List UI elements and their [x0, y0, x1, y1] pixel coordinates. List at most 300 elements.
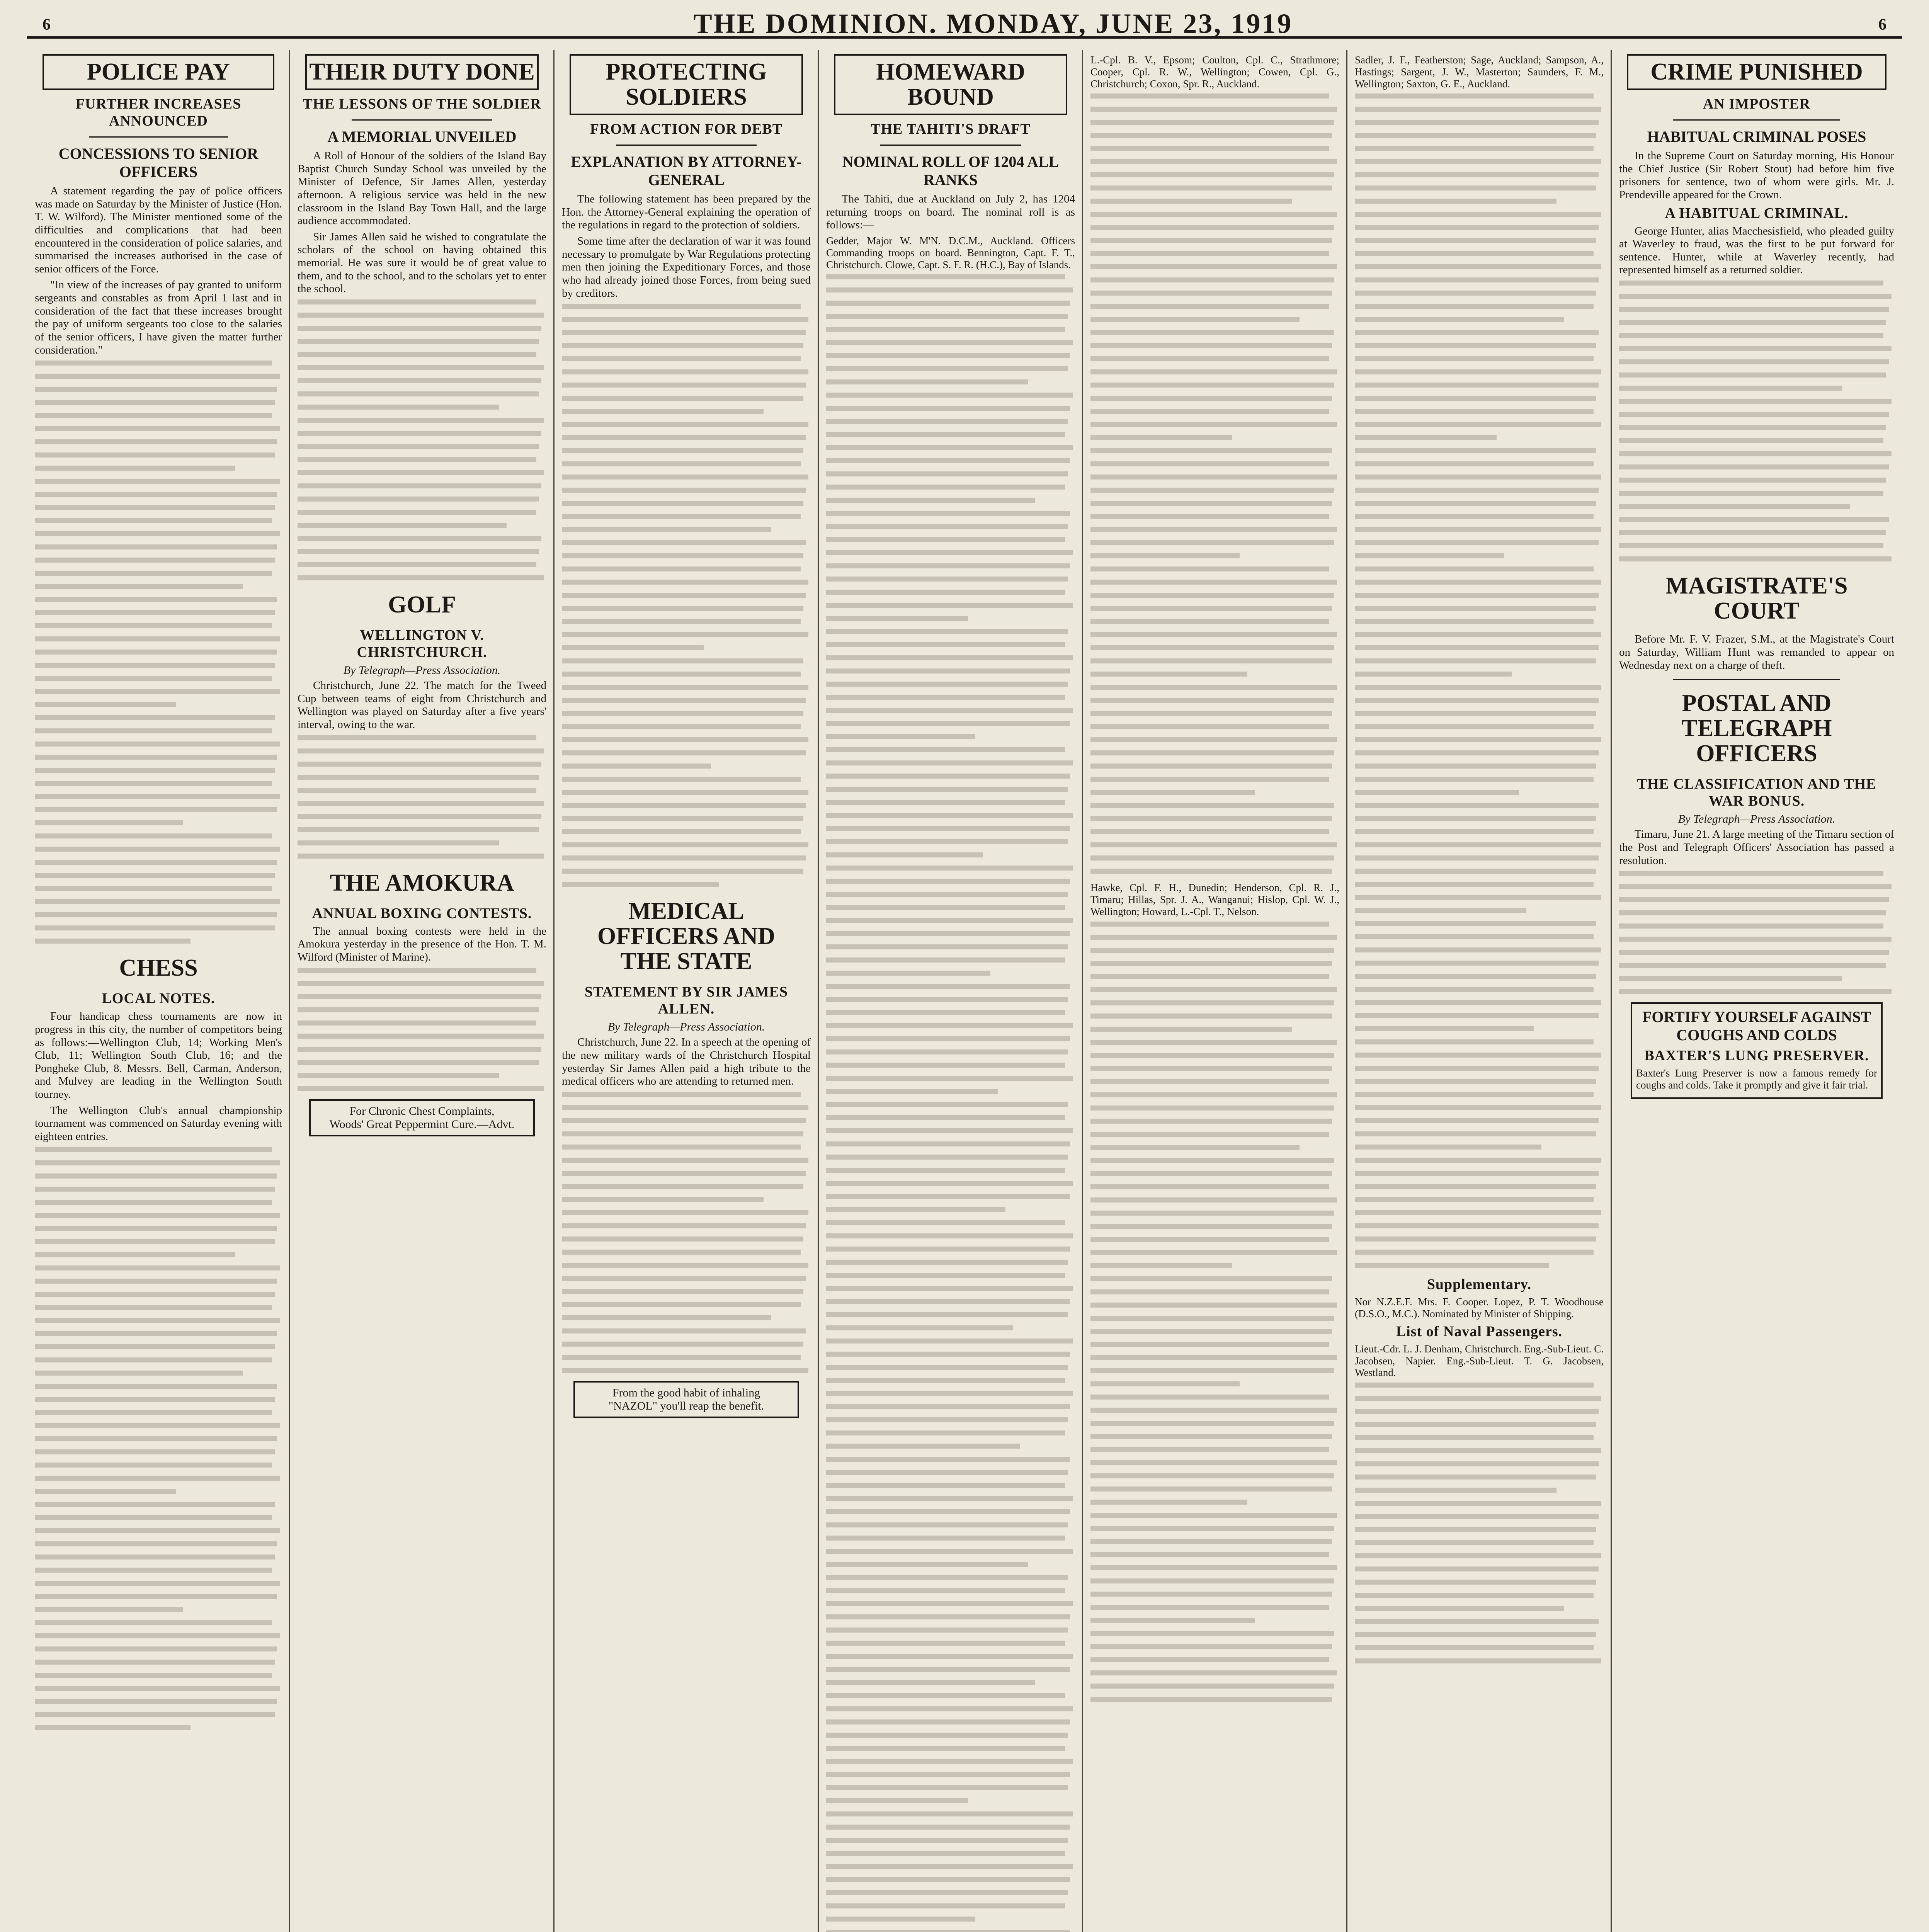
text-line	[562, 1263, 808, 1268]
text-line	[298, 1034, 544, 1039]
text-line	[826, 379, 1028, 384]
text-line	[1355, 934, 1594, 939]
text-line	[1355, 225, 1599, 230]
advertisement	[309, 1099, 535, 1136]
advertisement	[573, 1381, 799, 1418]
article-body-continued	[298, 299, 546, 580]
text-line	[35, 781, 272, 786]
text-line	[562, 1289, 803, 1294]
text-line	[1355, 396, 1596, 401]
text-line	[562, 1355, 801, 1360]
text-line	[298, 840, 499, 845]
article-body-continued	[562, 304, 811, 887]
text-line	[1355, 1566, 1599, 1571]
text-line	[35, 1384, 277, 1389]
ad-text: Baxter's Lung Preserver is now a famous remedy for coughs and colds. Take it promptly and give it fair trial.	[1636, 1067, 1877, 1091]
article-paragraph: "In view of the increases of pay granted to uniform sergeants and constables as from April 1 last and in consideration of the fact that these increases brought the pay of uniform sergeants too close to the salaries of the senior officers, I have given the matter further consideration."	[35, 279, 282, 356]
text-line	[562, 1302, 801, 1307]
subheading: List of Naval Passengers.	[1396, 1323, 1563, 1340]
text-line	[1355, 1026, 1534, 1031]
text-line	[1090, 1473, 1334, 1478]
text-line	[298, 814, 541, 819]
text-line	[1355, 238, 1596, 243]
text-line	[1090, 566, 1329, 571]
subheading: A MEMORIAL UNVEILED	[327, 128, 517, 146]
text-line	[826, 1010, 1065, 1015]
text-line	[562, 816, 803, 821]
text-line	[826, 1851, 1065, 1856]
text-line	[1355, 133, 1596, 138]
text-line	[1355, 1593, 1594, 1598]
text-line	[298, 854, 544, 859]
text-line	[562, 790, 808, 795]
text-line	[1619, 556, 1892, 561]
text-line	[35, 1160, 280, 1165]
text-line	[826, 1483, 1065, 1488]
text-line	[826, 1023, 1073, 1028]
text-line	[35, 1620, 272, 1625]
text-line	[35, 1410, 272, 1415]
text-line	[35, 636, 280, 641]
text-line	[826, 1102, 1068, 1107]
text-line	[826, 1260, 1068, 1265]
text-line	[298, 562, 536, 567]
text-line	[35, 1292, 275, 1297]
text-line	[35, 1226, 277, 1231]
text-line	[1355, 356, 1594, 361]
text-line	[826, 1667, 1070, 1672]
subheading: AN IMPOSTER	[1703, 96, 1811, 112]
text-line	[562, 672, 801, 677]
subheading: WELLINGTON V. CHRISTCHURCH.	[357, 627, 487, 661]
text-line	[298, 1047, 541, 1052]
text-line	[1355, 277, 1599, 282]
text-line	[1090, 698, 1334, 703]
text-line	[1090, 580, 1337, 585]
article-paragraph: The Wellington Club's annual championship tournament was commenced on Saturday evening with eighteen entries.	[35, 1104, 282, 1143]
subheading: STATEMENT BY SIR JAMES ALLEN.	[584, 984, 788, 1017]
text-line	[298, 748, 544, 753]
article-paragraph: Sir James Allen said he wished to congratulate the scholars of the school on having obtained this memorial. He was sure it would be of great value to them, and to the school, and to the scholars yet to enter the school.	[298, 230, 546, 295]
text-line	[1355, 1197, 1594, 1202]
nominal-roll-entry: Gedder, Major W. M'N. D.C.M., Auckland. Officers Commanding troops on board. Bennington, Capt. F. T., Christchurch. Clowe, Capt. S. F. R. (H.C.), Bay of Islands.	[826, 235, 1075, 270]
text-line	[826, 1746, 1065, 1751]
text-line	[1090, 291, 1332, 296]
text-line	[562, 474, 808, 480]
text-line	[1090, 461, 1329, 466]
text-line	[1090, 1014, 1332, 1019]
text-line	[1090, 1211, 1334, 1216]
text-line	[1355, 461, 1594, 466]
nominal-roll-entry: Lieut.-Cdr. L. J. Denham, Christchurch. Eng.-Sub-Lieut. C. Jacobsen, Napier. Eng.-Sub-Lieut. T. G. Jacobsen, Westland.	[1355, 1343, 1604, 1379]
text-line	[35, 1173, 277, 1179]
text-line	[826, 879, 1070, 884]
headline-police-pay: POLICE PAY	[43, 54, 274, 90]
text-line	[298, 339, 539, 344]
text-line	[1090, 1000, 1334, 1005]
text-line	[1355, 1409, 1599, 1414]
text-line	[298, 497, 539, 502]
text-line	[826, 327, 1065, 332]
text-line	[562, 488, 806, 493]
text-line	[826, 1759, 1073, 1764]
text-line	[1355, 1422, 1596, 1427]
text-line	[35, 1660, 275, 1665]
article-body-continued	[35, 361, 282, 944]
text-line	[826, 1036, 1070, 1041]
subheading: Supplementary.	[1427, 1276, 1532, 1293]
text-line	[826, 550, 1073, 555]
text-line	[35, 1712, 275, 1717]
text-line	[562, 842, 808, 847]
text-line	[298, 418, 544, 423]
text-line	[1355, 566, 1594, 571]
text-line	[1355, 540, 1599, 545]
text-line	[35, 1646, 277, 1651]
text-line	[1355, 606, 1596, 611]
headline-magistrates-court: MAGISTRATE'S COURT	[1665, 573, 1848, 624]
text-line	[298, 444, 539, 449]
text-line	[298, 1020, 536, 1026]
text-line	[1090, 369, 1337, 374]
text-line	[35, 1305, 272, 1310]
text-line	[826, 1115, 1065, 1120]
text-line	[298, 470, 544, 475]
text-line	[826, 1838, 1068, 1843]
column-rule	[553, 50, 555, 1932]
text-line	[1090, 1486, 1332, 1492]
text-line	[1090, 1697, 1332, 1702]
text-line	[826, 629, 1068, 634]
text-line	[1619, 346, 1892, 351]
text-line	[1090, 1171, 1332, 1176]
text-line	[35, 755, 277, 760]
text-line	[562, 435, 806, 440]
text-line	[826, 1706, 1073, 1711]
text-line	[298, 378, 541, 383]
text-line	[1090, 422, 1337, 427]
text-line	[1355, 987, 1594, 992]
text-line	[1090, 107, 1337, 112]
text-line	[298, 405, 499, 410]
text-line	[826, 1338, 1073, 1344]
text-line	[35, 1554, 275, 1560]
text-line	[826, 905, 1065, 910]
text-line	[826, 1930, 1070, 1932]
text-line	[1355, 1501, 1601, 1506]
text-line	[1355, 1488, 1556, 1493]
text-line	[1090, 1684, 1334, 1689]
text-line	[562, 1223, 806, 1228]
text-line	[1355, 1475, 1596, 1480]
text-line	[826, 393, 1073, 398]
text-line	[1090, 304, 1329, 309]
text-line	[1090, 711, 1332, 716]
text-line	[826, 1378, 1065, 1383]
text-line	[1619, 976, 1842, 981]
text-line	[1355, 1553, 1601, 1558]
text-line	[826, 774, 1070, 779]
text-line	[826, 1325, 1013, 1330]
subheading: THE LESSONS OF THE SOLDIER	[303, 96, 541, 112]
text-line	[1619, 910, 1886, 915]
text-line	[298, 1086, 544, 1091]
text-line	[1355, 146, 1594, 151]
text-line	[35, 820, 183, 825]
text-line	[298, 523, 507, 528]
text-line	[1090, 658, 1332, 663]
text-line	[826, 432, 1065, 437]
text-line	[1355, 1619, 1599, 1624]
subheading: EXPLANATION BY ATTORNEY-GENERAL	[571, 153, 802, 189]
text-line	[826, 1417, 1068, 1422]
text-line	[1090, 632, 1337, 637]
text-line	[562, 356, 801, 361]
newspaper-title: THE DOMINION. MONDAY, JUNE 23, 1919	[693, 8, 1293, 39]
text-line	[35, 1633, 280, 1638]
text-line	[826, 603, 1073, 608]
text-line	[826, 1063, 1065, 1068]
text-line	[562, 593, 806, 598]
text-line	[35, 1239, 275, 1244]
text-line	[826, 1680, 1035, 1685]
text-line	[826, 1549, 1073, 1554]
text-line	[1355, 750, 1599, 755]
text-line	[35, 518, 272, 523]
text-line	[1619, 478, 1886, 483]
text-line	[826, 1391, 1073, 1396]
text-line	[1090, 409, 1329, 414]
article-paragraph: Christchurch, June 22. In a speech at the opening of the new military wards of the Christchurch Hospital yesterday Sir James Allen paid a high tribute to the medical officers who are attending to returned men.	[562, 1036, 811, 1088]
text-line	[298, 536, 541, 541]
text-line	[1090, 383, 1334, 388]
text-line	[1355, 1658, 1601, 1663]
text-line	[826, 787, 1068, 792]
byline: By Telegraph—Press Association.	[343, 664, 501, 677]
text-line	[1090, 842, 1337, 847]
text-line	[1090, 724, 1329, 729]
text-line	[826, 708, 1073, 713]
text-line	[298, 313, 544, 318]
text-line	[826, 1785, 1068, 1790]
text-line	[562, 396, 803, 401]
text-line	[1355, 961, 1599, 966]
text-line	[1355, 1263, 1549, 1268]
text-line	[35, 807, 277, 812]
text-line	[826, 314, 1068, 319]
text-line	[1090, 737, 1337, 742]
text-line	[562, 829, 801, 834]
text-line	[1619, 386, 1842, 391]
text-line	[1090, 448, 1332, 453]
text-line	[562, 527, 771, 532]
text-line	[1090, 94, 1329, 99]
text-line	[1090, 343, 1332, 348]
text-line	[826, 1877, 1070, 1882]
text-line	[826, 1181, 1073, 1186]
text-line	[1619, 333, 1883, 338]
text-line	[35, 1357, 272, 1362]
nominal-roll-continued	[1355, 1383, 1604, 1663]
text-line	[35, 1200, 272, 1205]
text-line	[562, 514, 801, 519]
text-line	[35, 650, 277, 655]
text-line	[298, 1073, 499, 1078]
text-line	[1355, 1383, 1594, 1388]
text-line	[298, 827, 539, 832]
text-line	[1090, 1276, 1332, 1281]
text-line	[298, 299, 536, 304]
text-line	[1355, 422, 1601, 427]
text-line	[562, 501, 803, 506]
text-line	[562, 1145, 801, 1150]
text-line	[35, 860, 277, 865]
text-line	[298, 1060, 539, 1065]
text-line	[1090, 1644, 1332, 1649]
text-line	[35, 1213, 280, 1218]
text-line	[298, 994, 541, 999]
text-line	[826, 1430, 1065, 1435]
text-line	[35, 1489, 176, 1494]
text-line	[1090, 120, 1334, 125]
text-line	[1090, 855, 1334, 861]
text-line	[826, 1049, 1068, 1054]
text-line	[1090, 672, 1247, 677]
text-line	[1090, 172, 1334, 177]
text-line	[35, 544, 277, 549]
nominal-roll-entry: L.-Cpl. B. V., Epsom; Coulton, Cpl. C., Strathmore; Cooper, Cpl. R. W., Wellington; Cowen, Cpl. G., Christchurch; Coxon, Spr. R., Auckland.	[1090, 54, 1339, 90]
subheading: FURTHER INCREASES ANNOUNCED	[75, 96, 242, 129]
text-line	[562, 1328, 806, 1333]
headline-crime-punished: CRIME PUNISHED	[1627, 54, 1886, 90]
text-line	[1355, 842, 1601, 847]
text-line	[35, 1673, 272, 1678]
text-line	[1355, 1131, 1596, 1136]
text-line	[1090, 816, 1332, 821]
text-line	[826, 760, 1073, 765]
text-line	[1090, 1053, 1334, 1058]
text-line	[562, 1197, 764, 1202]
text-line	[1355, 488, 1599, 493]
text-line	[1090, 185, 1332, 190]
text-line	[1090, 1368, 1334, 1373]
text-line	[1355, 501, 1596, 506]
text-line	[826, 1522, 1068, 1527]
text-line	[1090, 1145, 1300, 1150]
ad-headline: FORTIFY YOURSELF AGAINST COUGHS AND COLDS	[1642, 1008, 1871, 1044]
text-line	[1090, 1460, 1337, 1465]
text-line	[562, 409, 764, 414]
text-line	[1090, 750, 1334, 755]
text-line	[298, 1007, 539, 1012]
text-line	[562, 566, 801, 571]
text-line	[1355, 199, 1556, 204]
text-line	[826, 1562, 1028, 1567]
text-line	[298, 775, 539, 780]
text-line	[1355, 1079, 1596, 1084]
ad-text: Woods' Great Peppermint Cure.—Advt.	[329, 1117, 515, 1131]
article-paragraph: Timaru, June 21. A large meeting of the Timaru section of the Post and Telegraph Officers' Association has passed a resolution.	[1619, 828, 1894, 867]
text-line	[1090, 1066, 1332, 1071]
text-line	[298, 981, 544, 986]
text-line	[298, 352, 536, 357]
text-line	[1355, 632, 1601, 637]
article-body-continued	[35, 1147, 282, 1730]
advertisement	[1631, 1002, 1883, 1099]
headline-amokura: THE AMOKURA	[330, 869, 514, 896]
text-line	[35, 1265, 280, 1270]
text-line	[826, 1588, 1065, 1593]
text-line	[562, 1342, 803, 1347]
text-line	[826, 1917, 975, 1922]
text-line	[1090, 225, 1334, 230]
text-line	[35, 558, 275, 563]
text-line	[1090, 606, 1332, 611]
text-line	[562, 330, 806, 335]
text-line	[1090, 1526, 1334, 1531]
text-line	[1090, 1119, 1332, 1124]
column-rule	[1082, 50, 1083, 1932]
text-line	[35, 689, 280, 694]
text-line	[826, 1233, 1073, 1238]
text-line	[1090, 961, 1332, 966]
text-line	[35, 702, 176, 707]
text-line	[1090, 645, 1334, 650]
text-line	[35, 873, 275, 878]
text-line	[826, 471, 1068, 476]
text-line	[826, 1719, 1070, 1725]
nominal-roll-continued	[1090, 94, 1339, 874]
text-line	[35, 426, 280, 431]
text-line	[35, 912, 277, 917]
text-line	[826, 1352, 1070, 1357]
text-line	[1355, 1527, 1596, 1532]
article-paragraph: Christchurch, June 22. The match for the Tweed Cup between teams of eight from Christchurch and Wellington was played on Saturday after a five years' interval, owing to the war.	[298, 679, 546, 731]
text-line	[1090, 948, 1334, 953]
text-line	[1090, 1132, 1329, 1137]
text-line	[35, 847, 280, 852]
text-line	[1619, 923, 1883, 929]
text-line	[562, 855, 806, 861]
text-line	[562, 540, 806, 545]
text-line	[1090, 922, 1329, 927]
text-line	[35, 715, 275, 720]
column-rule	[1611, 50, 1612, 1932]
text-line	[35, 1686, 280, 1691]
text-line	[1090, 1605, 1329, 1610]
article-body-continued	[298, 968, 546, 1091]
text-line	[826, 1798, 968, 1803]
text-line	[826, 458, 1070, 463]
text-line	[826, 1444, 1020, 1449]
text-line	[1090, 1040, 1337, 1045]
text-line	[562, 632, 808, 637]
text-line	[1355, 369, 1601, 374]
text-line	[1090, 829, 1329, 834]
text-line	[1355, 514, 1594, 519]
text-line	[1090, 553, 1240, 558]
column-crime-punished	[1619, 54, 1894, 1932]
text-line	[826, 682, 1068, 687]
text-line	[1090, 1224, 1332, 1229]
text-line	[1090, 1618, 1255, 1623]
text-line	[562, 1105, 808, 1110]
text-line	[562, 869, 803, 874]
text-line	[35, 1476, 280, 1481]
ad-text: From the good habit of inhaling	[612, 1386, 760, 1399]
text-line	[1355, 1540, 1594, 1545]
subheading: ANNUAL BOXING CONTESTS.	[312, 905, 532, 922]
